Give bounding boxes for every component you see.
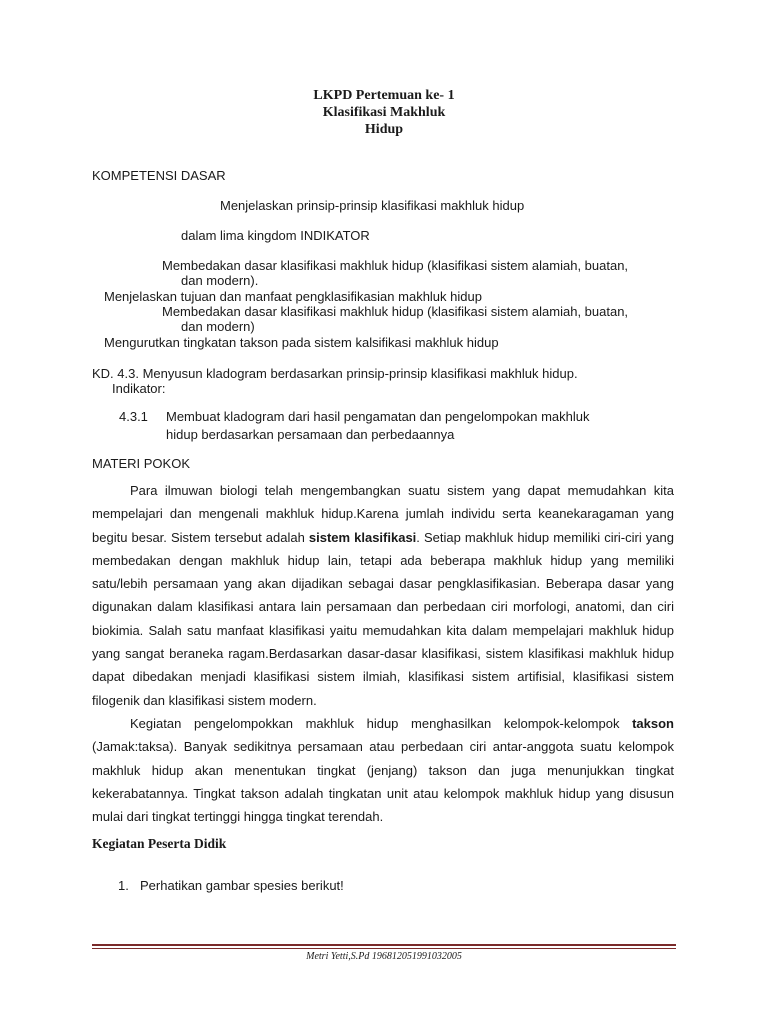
footer-author: Metri Yetti,S.Pd 196812051991032005 <box>306 951 462 962</box>
indicator-1b: dan modern). <box>181 273 259 288</box>
title-line-3: Hidup <box>364 122 404 137</box>
bold-term-sistem-klasifikasi: sistem klasifikasi <box>308 529 417 545</box>
indicator-2: Menjelaskan tujuan dan manfaat pengklasifikasian makhluk hidup <box>104 289 482 304</box>
indicator-4: Mengurutkan tingkatan takson pada sistem kalsifikasi makhluk hidup <box>104 335 499 350</box>
footer-rule-thin <box>92 948 676 949</box>
kd-line: KD. 4.3. Menyusun kladogram berdasarkan prinsip-prinsip klasifikasi makhluk hidup. <box>92 366 578 381</box>
bold-term-takson: takson <box>632 716 674 731</box>
kompetensi-heading: KOMPETENSI DASAR <box>92 168 226 183</box>
kd-item-number: 4.3.1 <box>119 409 148 424</box>
indicator-3b: dan modern) <box>181 319 255 334</box>
kompetensi-line-1: Menjelaskan prinsip-prinsip klasifikasi makhluk hidup <box>220 198 525 213</box>
materi-paragraph-2: Kegiatan pengelompokkan makhluk hidup menghasilkan kelompok-kelompok takson (Jamak:taksa). Banyak sedikitnya persamaan atau perbedaan ciri antar-anggota suatu kelompok makhluk hidup akan menentukan tingkat (jenjang) takson dan juga menunjukkan tingkat kekerabatannya. Tingkat takson adalah tingkatan unit atau kelompok makhluk hidup yang disusun mulai dari tingkat tertinggi hingga tingkat terendah. <box>92 716 674 825</box>
kompetensi-line-2: dalam lima kingdom INDIKATOR <box>181 228 370 243</box>
materi-heading: MATERI POKOK <box>92 456 190 471</box>
materi-paragraph-1: Para ilmuwan biologi telah mengembangkan suatu sistem yang dapat memudahkan kita mempelajari dan mengenali makhluk hidup.Karena jumlah individu serta keanekaragaman yang begitu besar. Sistem tersebut adalah sistem klasifikasi. Setiap makhluk hidup memiliki ciri-ciri yang membedakan dengan makhluk hidup lain, tetapi ada beberapa makhluk hidup yang memiliki satu/lebih persamaan yang akan dijadikan sebagai dasar pengklasifikasian. Beberapa dasar yang digunakan dalam klasifikasi antara lain persamaan dan perbedaan ciri morfologi, anatomi, dan ciri biokimia. Salah satu manfaat klasifikasi yaitu memudahkan kita dalam mempelajari makhluk hidup yang sangat beraneka ragam.Berdasarkan dasar-dasar klasifikasi, sistem klasifikasi makhluk hidup dapat dibedakan menjadi klasifikasi sistem ilmiah, klasifikasi sistem artifisial, klasifikasi sistem filogenik dan klasifikasi sistem modern. <box>92 483 674 708</box>
kegiatan-item-1-number: 1. <box>118 878 129 893</box>
title-line-1: LKPD Pertemuan ke- 1 <box>313 88 455 103</box>
footer-rule-thick <box>92 944 676 946</box>
indicator-1a: Membedakan dasar klasifikasi makhluk hidup (klasifikasi sistem alamiah, buatan, <box>162 258 629 273</box>
kd-item-line-2: hidup berdasarkan persamaan dan perbedaannya <box>166 427 455 442</box>
kegiatan-heading: Kegiatan Peserta Didik <box>92 836 227 851</box>
kd-item-line-1: Membuat kladogram dari hasil pengamatan dan pengelompokan makhluk <box>166 409 590 424</box>
kegiatan-item-1-text: Perhatikan gambar spesies berikut! <box>140 878 344 893</box>
title-line-2: Klasifikasi Makhluk <box>322 105 446 120</box>
kd-indikator-label: Indikator: <box>112 381 166 396</box>
indicator-3a: Membedakan dasar klasifikasi makhluk hidup (klasifikasi sistem alamiah, buatan, <box>162 304 629 319</box>
